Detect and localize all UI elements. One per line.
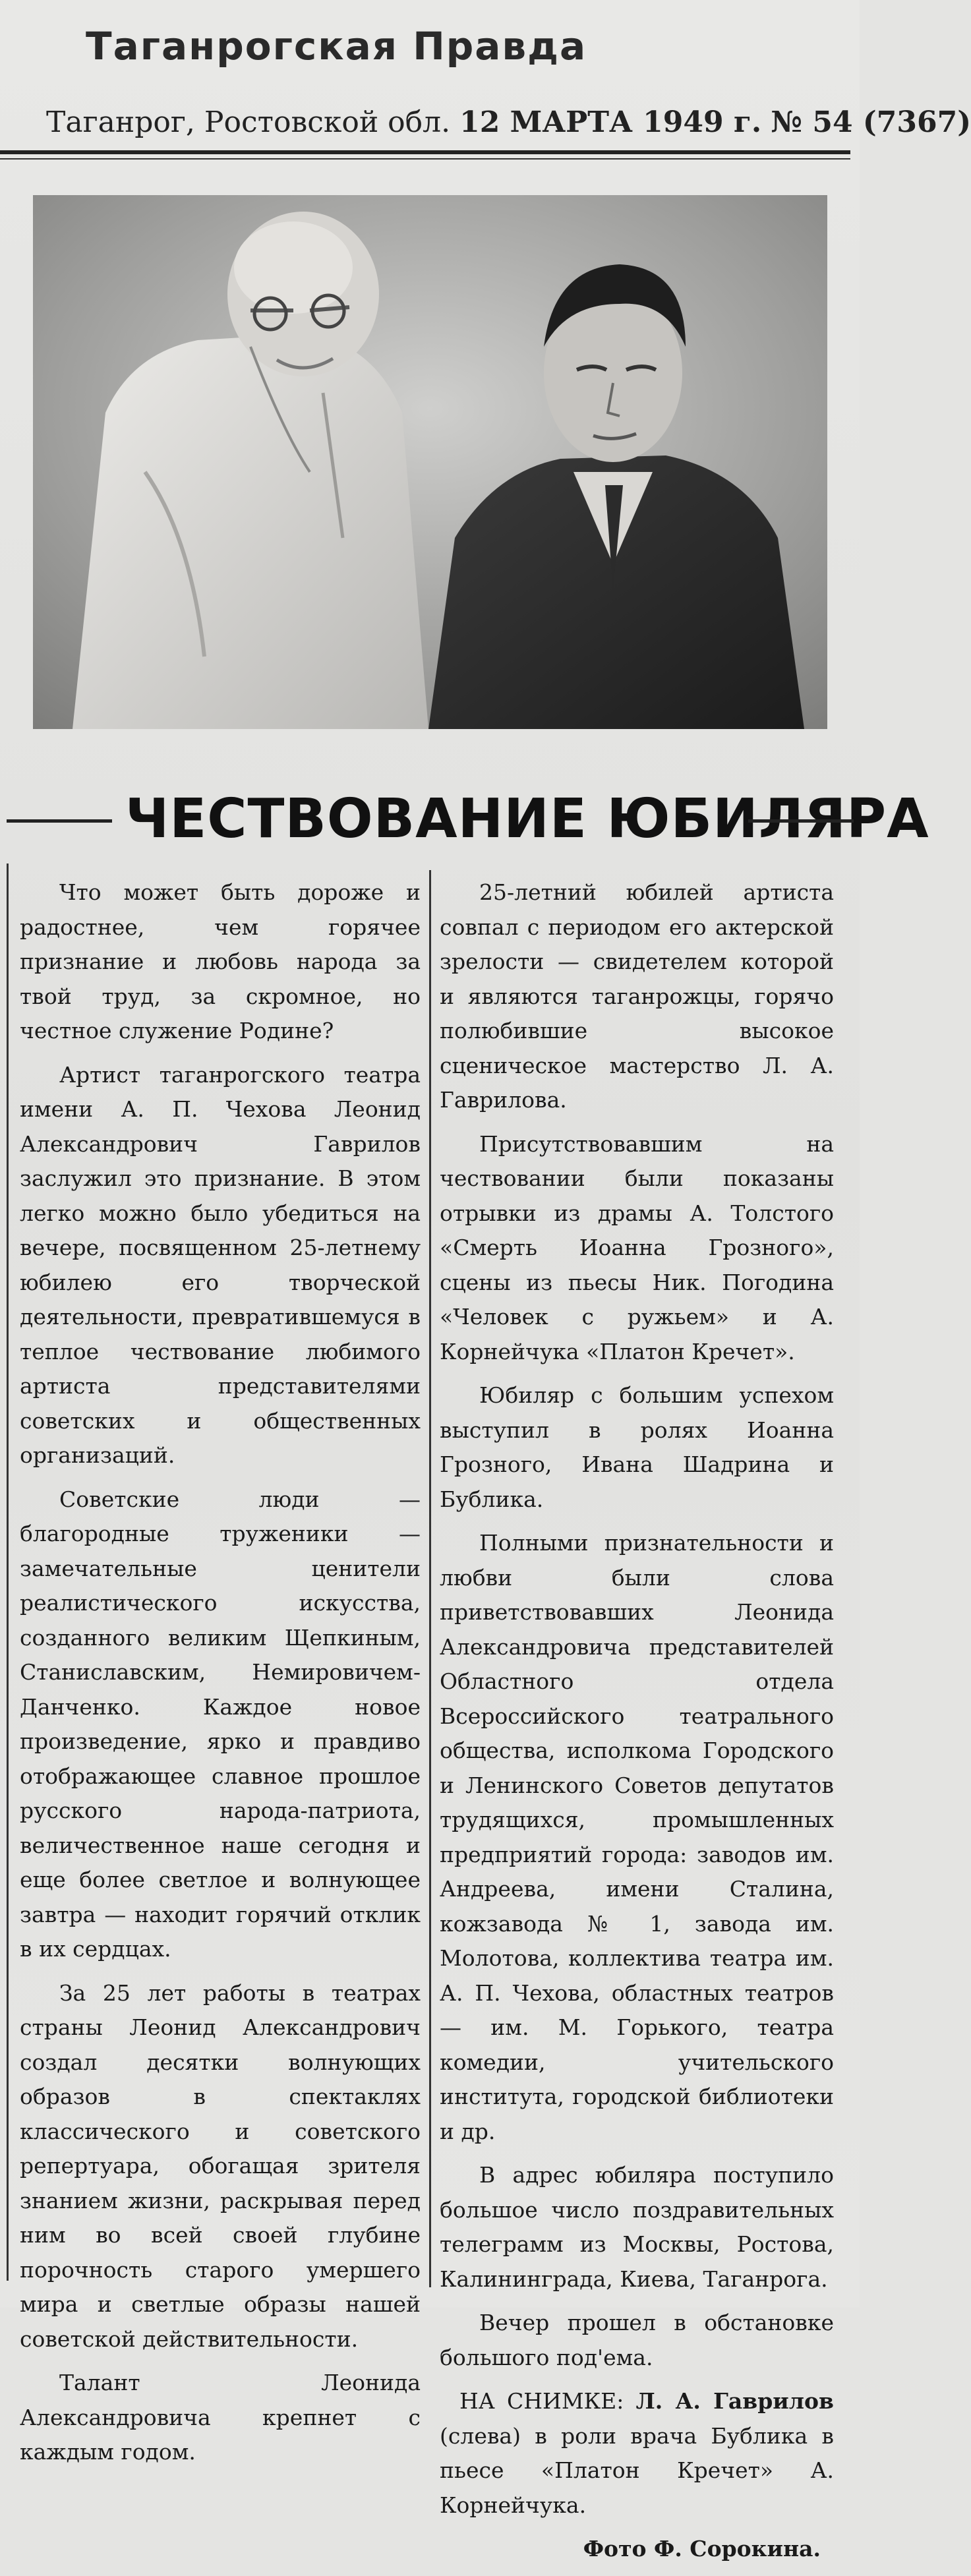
headline-block bbox=[0, 788, 929, 860]
paragraph: 25-летний юбилей артиста совпал с периодом его актерской зрелости — свидетелем которой и являются таганрожцы, горячо полюбившие высокое сценическое мастерство Л. А. Гаврилова. bbox=[440, 879, 834, 1113]
headline-rule-right bbox=[748, 819, 854, 823]
photo-credit: Фото Ф. Сорокина. bbox=[583, 2536, 821, 2561]
paragraph: Советские люди — благородные труженики — замечательные ценители реалистического искусства, созданного великим Щепкиным, Станиславским, Немировичем-Данченко. Каждое новое произведение, ярко и правдиво отображающее славное прошлое русского народа-патриота, величественное наше сегодня и еще более светлое и волнующее завтра — находит горячий отклик в их сердцах. bbox=[20, 1486, 421, 1962]
caption-lead: НА СНИМКЕ: bbox=[459, 2388, 624, 2414]
paragraph: Что может быть дороже и радостнее, чем горячее признание и любовь народа за твой труд, за скромное, но честное служение Родине? bbox=[20, 879, 421, 1043]
paragraph: В адрес юбиляра поступило большое число поздравительных телеграмм из Москвы, Ростова, Калининграда, Киева, Таганрога. bbox=[440, 2162, 834, 2292]
dateline-issue: № 54 (7367) bbox=[771, 105, 971, 139]
masthead-rule-thin bbox=[0, 158, 850, 160]
paragraph: Вечер прошел в обстановке большого под'ема. bbox=[440, 2310, 834, 2370]
photo-caption bbox=[440, 2384, 834, 2523]
paragraph: Полными признательности и любви были слова приветствовавших Леонида Александровича представителей Областного отдела Всероссийского театрального общества, исполкома Городского и Ленинского Советов депутатов трудящихся, промышленных предприятий города: заводов им. Андреева, имени Сталина, кожзавода № 1, завода им. Молотова, коллектива театра им. А. П. Чехова, областных театров — им. М. Горького, театра комедии, учительского института, городской библиотеки и др. bbox=[440, 1530, 834, 2144]
paragraph: Талант Леонида Александровича крепнет с каждым годом. bbox=[20, 2370, 421, 2465]
paragraph: Юбиляр с большим успехом выступил в ролях Иоанна Грозного, Ивана Шадрина и Бублика. bbox=[440, 1382, 834, 1512]
paragraph: За 25 лет работы в театрах страны Леонид Александрович создал десятки волнующих образов в спектаклях классического и советского репертуара, обогащая зрителя знанием жизни, раскрывая перед ним во всей своей глубине порочность старого умершего мира и светлые образы нашей советской действительности. bbox=[20, 1979, 421, 2352]
paragraph: Артист таганрогского театра имени А. П. Чехова Леонид Александрович Гаврилов заслужил это признание. В этом легко можно было убедиться на вечере, посвященном 25-летнему юбилею его творческой деятельности, превратившемуся в теплое чествование любимого артиста представителями советских и общественных организаций. bbox=[20, 1061, 421, 1468]
article-column-left bbox=[20, 875, 421, 2479]
paragraph: Присутствовавшим на чествовании были показаны отрывки из драмы А. Толстого «Смерть Иоанна Грозного», сцены из пьесы Ник. Погодина «Человек с ружьем» и А. Корнейчука «Платон Кречет». bbox=[440, 1130, 834, 1364]
photo-illustration bbox=[33, 195, 827, 729]
headline-rule-left bbox=[7, 819, 112, 823]
dateline-date: 12 МАРТА 1949 г. bbox=[459, 105, 762, 139]
caption-text: (слева) в роли врача Бублика в пьесе «Платон Кречет» А. Корнейчука. bbox=[440, 2422, 834, 2518]
newspaper-masthead: Таганрогская Правда bbox=[86, 24, 587, 69]
column-rule-left bbox=[7, 864, 9, 2281]
dateline bbox=[46, 105, 971, 139]
article-column-right bbox=[440, 875, 834, 2576]
caption-name: Л. А. Гаврилов bbox=[635, 2388, 834, 2414]
article-headline: ЧЕСТВОВАНИЕ ЮБИЛЯРА bbox=[125, 788, 929, 850]
dateline-place: Таганрог, Ростовской обл. bbox=[46, 105, 451, 139]
column-rule-middle bbox=[429, 870, 431, 2287]
article-photo bbox=[33, 195, 827, 729]
masthead-rule bbox=[0, 150, 850, 154]
